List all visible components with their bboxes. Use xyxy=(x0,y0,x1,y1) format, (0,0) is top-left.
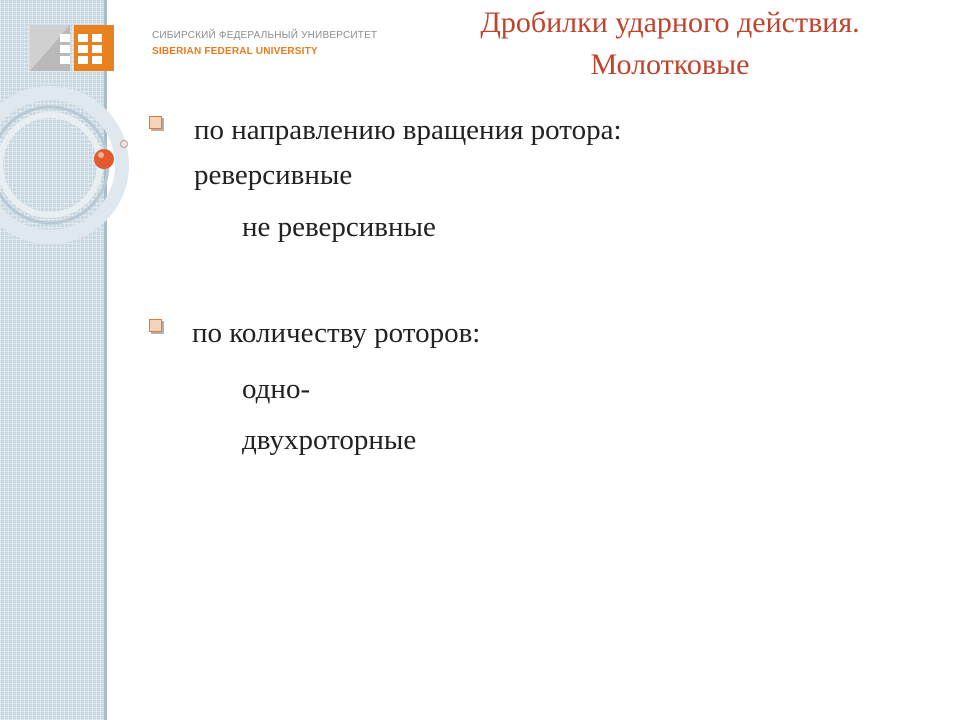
slide-title xyxy=(380,2,960,86)
sfu-logo-mark xyxy=(30,22,148,74)
bullet-1-item-1: реверсивные xyxy=(194,159,353,191)
logo-name-en: SIBERIAN FEDERAL UNIVERSITY xyxy=(152,46,318,57)
bullet-1-label: по направлению вращения ротора: xyxy=(194,114,622,146)
title-line-2: Молотковые xyxy=(590,48,750,81)
bullet-2-label: по количеству роторов: xyxy=(192,317,481,349)
bullet-checkbox-icon xyxy=(149,116,162,129)
bullet-1-item-2: не реверсивные xyxy=(242,211,436,243)
title-line-1: Дробилки ударного действия. xyxy=(480,6,860,39)
logo-name-ru: СИБИРСКИЙ ФЕДЕРАЛЬНЫЙ УНИВЕРСИТЕТ xyxy=(152,30,378,41)
orange-ball-icon xyxy=(94,149,114,169)
university-logo xyxy=(30,22,378,74)
bullet-2-item-1: одно- xyxy=(242,373,311,405)
bullet-checkbox-icon xyxy=(149,319,162,332)
bullet-2-item-2: двухроторные xyxy=(242,424,417,456)
